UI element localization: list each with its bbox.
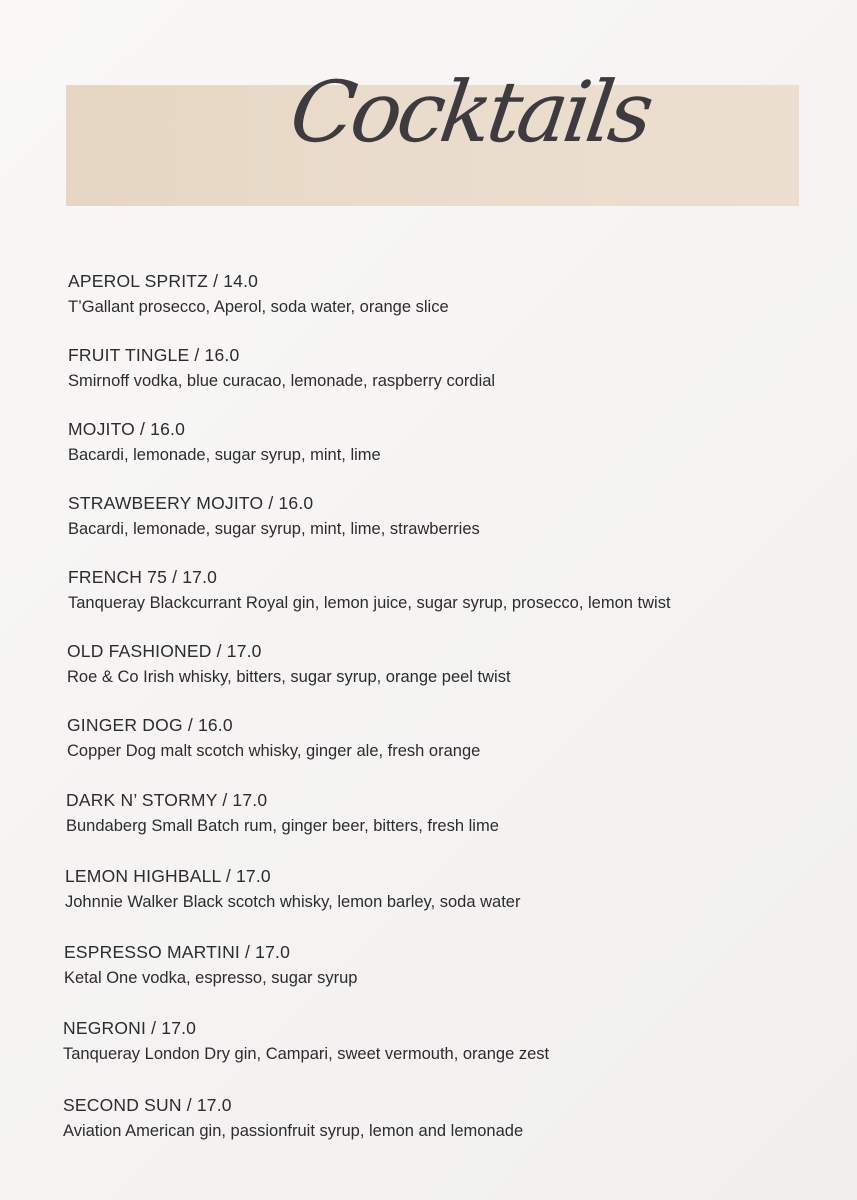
- menu-item-heading: MOJITO / 16.0: [68, 419, 186, 439]
- menu-item-description: Copper Dog malt scotch whisky, ginger ale, fresh orange: [67, 742, 481, 760]
- menu-item-second-sun: [63, 1093, 523, 1159]
- menu-item-description: Johnnie Walker Black scotch whisky, lemon barley, soda water: [65, 893, 521, 911]
- menu-item-heading: FRENCH 75 / 17.0: [68, 567, 218, 587]
- page-title: Cocktails: [284, 63, 656, 161]
- menu-item-old-fashioned: [67, 639, 511, 705]
- menu-item-description: Roe & Co Irish whisky, bitters, sugar syrup, orange peel twist: [67, 668, 511, 686]
- menu-item-heading: APEROL SPRITZ / 14.0: [68, 271, 259, 291]
- menu-item-heading: SECOND SUN / 17.0: [63, 1095, 232, 1115]
- menu-item-heading: NEGRONI / 17.0: [63, 1018, 197, 1038]
- menu-item-heading: LEMON HIGHBALL / 17.0: [65, 866, 271, 886]
- menu-item-description: Tanqueray London Dry gin, Campari, sweet vermouth, orange zest: [63, 1045, 550, 1063]
- menu-item-description: Bacardi, lemonade, sugar syrup, mint, lime, strawberries: [68, 520, 480, 538]
- menu-item-description: Smirnoff vodka, blue curacao, lemonade, raspberry cordial: [68, 372, 496, 390]
- menu-item-heading: FRUIT TINGLE / 16.0: [68, 345, 240, 365]
- menu-item-heading: STRAWBEERY MOJITO / 16.0: [68, 493, 314, 513]
- menu-item-description: Aviation American gin, passionfruit syrup, lemon and lemonade: [63, 1122, 524, 1140]
- menu-item-heading: DARK N’ STORMY / 17.0: [66, 790, 268, 810]
- menu-item-dark-n-stormy: [66, 788, 499, 854]
- menu-item-fruit-tingle: [68, 343, 495, 409]
- menu-item-lemon-highball: [65, 864, 520, 930]
- menu-item-strawbeery-mojito: [68, 491, 480, 557]
- menu-item-heading: OLD FASHIONED / 17.0: [67, 641, 262, 661]
- menu-item-description: Bacardi, lemonade, sugar syrup, mint, lime: [68, 446, 381, 464]
- menu-item-aperol-spritz: [68, 269, 449, 335]
- menu-item-mojito: [68, 417, 381, 483]
- menu-item-description: Tanqueray Blackcurrant Royal gin, lemon juice, sugar syrup, prosecco, lemon twist: [68, 594, 671, 612]
- menu-item-french-75: [68, 565, 671, 631]
- menu-item-description: T’Gallant prosecco, Aperol, soda water, orange slice: [68, 298, 449, 316]
- menu-item-espresso-martini: [64, 940, 358, 1006]
- menu-item-description: Ketal One vodka, espresso, sugar syrup: [64, 969, 358, 987]
- menu-item-heading: GINGER DOG / 16.0: [67, 715, 233, 735]
- menu-item-heading: ESPRESSO MARTINI / 17.0: [64, 942, 291, 962]
- menu-item-negroni: [63, 1016, 549, 1082]
- menu-item-ginger-dog: [67, 713, 480, 779]
- menu-item-description: Bundaberg Small Batch rum, ginger beer, bitters, fresh lime: [66, 817, 499, 835]
